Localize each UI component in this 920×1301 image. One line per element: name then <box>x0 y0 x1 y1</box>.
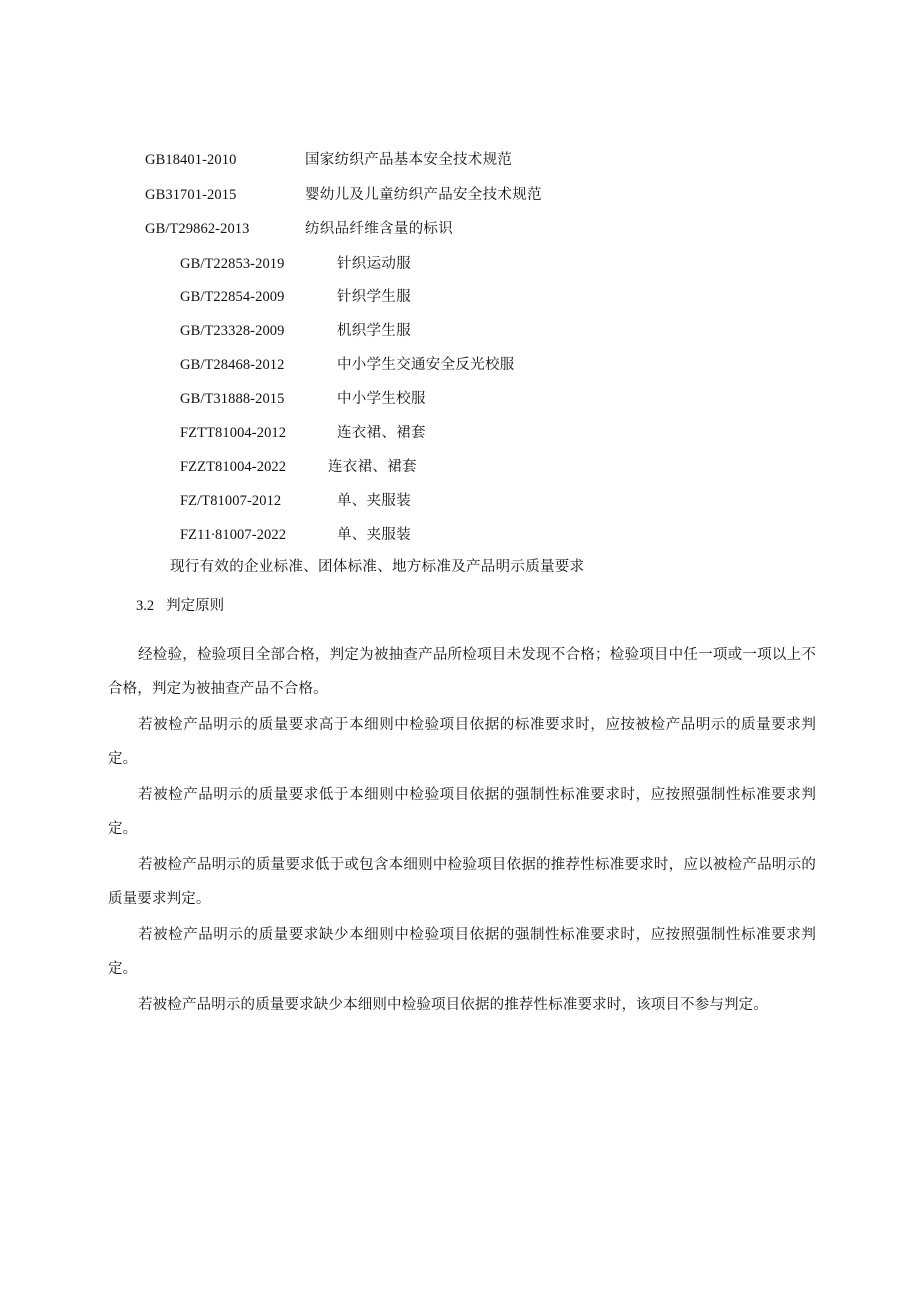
standard-title: 中小学生交通安全反光校服 <box>337 357 515 373</box>
standard-title: 连衣裙、裙套 <box>337 425 426 441</box>
standard-title: 机织学生服 <box>337 323 411 339</box>
paragraph: 若被检产品明示的质量要求缺少本细则中检验项目依据的推荐性标准要求时，该项目不参与判定。 <box>138 997 768 1013</box>
other-standards-note: 现行有效的企业标准、团体标准、地方标准及产品明示质量要求 <box>170 559 585 575</box>
standard-title: 单、夹服装 <box>337 493 411 509</box>
section-number: 3.2 <box>136 598 155 614</box>
paragraph: 若被检产品明示的质量要求缺少本细则中检验项目依据的强制性标准要求时，应按照强制性标准要求判定。 <box>108 927 816 977</box>
standard-code: GB/T22854-2009 <box>180 289 285 305</box>
section-heading <box>136 596 224 616</box>
standard-title: 纺织品纤维含量的标识 <box>305 221 453 237</box>
standard-code: GB/T28468-2012 <box>180 357 285 373</box>
standard-title: 针织运动服 <box>337 256 411 272</box>
paragraph: 若被检产品明示的质量要求高于本细则中检验项目依据的标准要求时，应按被检产品明示的质量要求判定。 <box>108 717 816 767</box>
standard-code: GB31701-2015 <box>145 187 237 203</box>
standard-code: FZZT81004-2022 <box>180 459 287 475</box>
standard-code: FZTT81004-2012 <box>180 425 287 441</box>
standard-title: 婴幼儿及儿童纺织产品安全技术规范 <box>305 187 542 203</box>
standard-title: 单、夹服装 <box>337 527 411 543</box>
standard-title: 针织学生服 <box>337 289 411 305</box>
section-title: 判定原则 <box>166 598 225 614</box>
standard-title: 国家纺织产品基本安全技术规范 <box>305 152 513 168</box>
standard-code: GB/T22853-2019 <box>180 256 285 272</box>
paragraph: 若被检产品明示的质量要求低于或包含本细则中检验项目依据的推荐性标准要求时，应以被检产品明示的质量要求判定。 <box>108 857 816 907</box>
standard-code: GB/T29862-2013 <box>145 221 250 237</box>
standard-title: 连衣裙、裙套 <box>328 459 417 475</box>
standard-code: GB/T23328-2009 <box>180 323 285 339</box>
standard-code: FZ/T81007-2012 <box>180 493 282 509</box>
standard-code: FZ11∙81007-2022 <box>180 527 287 543</box>
standard-code: GB/T31888-2015 <box>180 391 285 407</box>
standard-code: GB18401-2010 <box>145 152 237 168</box>
standard-title: 中小学生校服 <box>337 391 426 407</box>
paragraph: 若被检产品明示的质量要求低于本细则中检验项目依据的强制性标准要求时，应按照强制性标准要求判定。 <box>108 787 816 837</box>
paragraph: 经检验，检验项目全部合格，判定为被抽查产品所检项目未发现不合格；检验项目中任一项或一项以上不合格，判定为被抽查产品不合格。 <box>108 647 816 697</box>
